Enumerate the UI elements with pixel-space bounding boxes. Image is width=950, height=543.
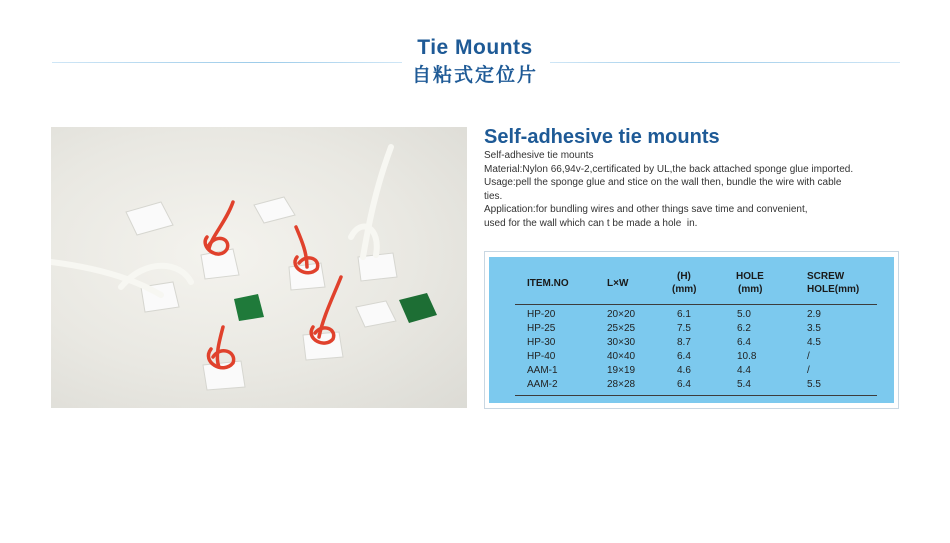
cell-hole: 5.4 bbox=[737, 379, 751, 390]
cell-hole: 10.8 bbox=[737, 351, 757, 362]
cell-hole: 5.0 bbox=[737, 309, 751, 320]
cell-lw: 25×25 bbox=[607, 323, 636, 334]
cell-screw-hole: 4.5 bbox=[807, 337, 821, 348]
product-heading: Self-adhesive tie mounts bbox=[484, 126, 720, 148]
cell-height: 4.6 bbox=[677, 365, 691, 376]
cell-lw: 19×19 bbox=[607, 365, 636, 376]
table-footer-divider bbox=[515, 395, 877, 396]
product-description bbox=[484, 149, 904, 230]
cell-item-no: AAM-2 bbox=[527, 379, 558, 390]
spec-table bbox=[484, 251, 899, 409]
red-cable-tie bbox=[205, 237, 228, 254]
green-pad bbox=[399, 293, 437, 323]
cell-lw: 40×40 bbox=[607, 351, 636, 362]
cell-screw-hole: 3.5 bbox=[807, 323, 821, 334]
red-cable-tie bbox=[217, 327, 223, 367]
green-pad bbox=[234, 294, 264, 321]
tie-mounts-illustration bbox=[51, 127, 467, 408]
cell-lw: 28×28 bbox=[607, 379, 636, 390]
spec-table-body bbox=[489, 257, 894, 403]
cell-item-no: HP-30 bbox=[527, 337, 556, 348]
cell-height: 8.7 bbox=[677, 337, 691, 348]
description-line: Material:Nylon 66,94v-2,certificated by UL,the back attached sponge glue imported. bbox=[484, 163, 854, 175]
page-title: Tie Mounts bbox=[417, 36, 533, 59]
product-photo bbox=[51, 127, 467, 408]
cell-height: 6.4 bbox=[677, 351, 691, 362]
white-mount bbox=[356, 301, 396, 327]
description-line: Usage:pell the sponge glue and stice on the wall then, bundle the wire with cable bbox=[484, 177, 842, 188]
description-line: Self-adhesive tie mounts bbox=[484, 150, 594, 161]
description-line: Application:for bundling wires and other things save time and convenient, bbox=[484, 204, 808, 215]
cell-lw: 30×30 bbox=[607, 337, 636, 348]
header-hole-unit: (mm) bbox=[738, 284, 763, 295]
header-height-unit: (mm) bbox=[672, 284, 697, 295]
cell-item-no: HP-20 bbox=[527, 309, 556, 320]
header-item-no: ITEM.NO bbox=[527, 278, 569, 289]
cell-hole: 4.4 bbox=[737, 365, 751, 376]
cell-screw-hole: 5.5 bbox=[807, 379, 821, 390]
white-mount bbox=[303, 332, 343, 360]
cell-lw: 20×20 bbox=[607, 309, 636, 320]
header-hole: HOLE bbox=[736, 271, 764, 282]
header-lw: L×W bbox=[607, 278, 629, 289]
cell-item-no: AAM-1 bbox=[527, 365, 558, 376]
cell-screw-hole: / bbox=[807, 365, 810, 376]
cell-hole: 6.2 bbox=[737, 323, 751, 334]
cell-screw-hole: / bbox=[807, 351, 810, 362]
table-header-divider bbox=[515, 304, 877, 305]
white-mount bbox=[126, 202, 173, 235]
description-line: used for the wall which can t be made a hole in. bbox=[484, 217, 698, 229]
cell-hole: 6.4 bbox=[737, 337, 751, 348]
page-title-chinese: 自粘式定位片 bbox=[411, 64, 538, 86]
description-line: ties. bbox=[484, 190, 503, 202]
cell-height: 7.5 bbox=[677, 323, 691, 334]
white-mount bbox=[254, 197, 295, 223]
cell-height: 6.4 bbox=[677, 379, 691, 390]
header-height: (H) bbox=[677, 271, 691, 282]
cell-item-no: HP-40 bbox=[527, 351, 556, 362]
cell-screw-hole: 2.9 bbox=[807, 309, 821, 320]
header-screw: SCREW bbox=[807, 271, 845, 282]
cell-height: 6.1 bbox=[677, 309, 691, 320]
white-mount bbox=[203, 361, 245, 390]
header-screw-unit: HOLE(mm) bbox=[807, 284, 860, 295]
cell-item-no: HP-25 bbox=[527, 323, 556, 334]
